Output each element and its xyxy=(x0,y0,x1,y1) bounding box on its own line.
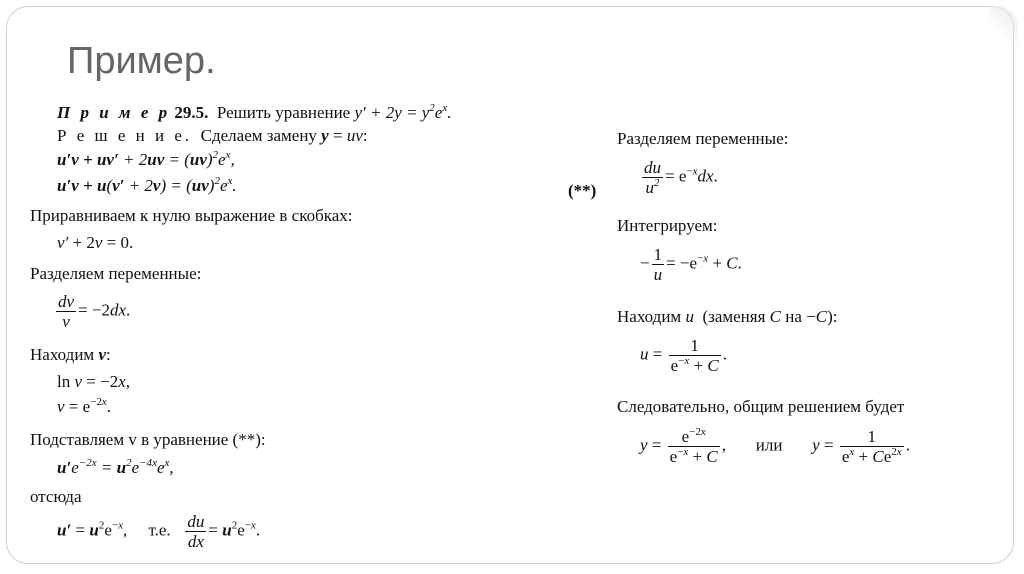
example-number: 29.5. xyxy=(174,103,209,122)
equation-3: v′ + 2v = 0. xyxy=(57,233,134,252)
solution-head: Р е ш е н и е. xyxy=(57,126,193,145)
equation-du: $\frac{du}{u^2}$ = $e^{-x}dx$. xyxy=(644,158,718,197)
equation-ln: ln v = −2x, xyxy=(57,372,131,391)
equation-integral: − $\frac{1}{u}$ = $-e^{-x} + C$. xyxy=(640,245,742,284)
find-v-text: Находим xyxy=(30,345,95,364)
find-v-line: Находим v: xyxy=(30,345,111,364)
ie-text: т.е. xyxy=(148,520,171,540)
find-u-line: Находим u (заменяя C на −C): xyxy=(617,307,838,326)
equation-marker: (**) xyxy=(568,181,597,200)
conclusion-text: Следовательно, общим решением будет xyxy=(617,397,905,416)
on-text: на xyxy=(785,307,802,326)
integrate-text: Интегрируем: xyxy=(617,216,718,235)
task-text: Решить уравнение xyxy=(216,103,351,122)
equation-subst: $u'e^{-2x} = u^2e^{-4x}e^x$, xyxy=(57,457,174,477)
equation-1: $u'v + uv' + 2uv = (uv)^2e^x$, xyxy=(57,149,235,169)
separate-text-left: Разделяем переменные: xyxy=(30,264,202,283)
slide-corner-decoration xyxy=(988,6,1018,46)
solution-line: Р е ш е н и е. Сделаем замену y = uv: xyxy=(57,126,368,145)
equation-u: u = $\frac{1}{e^{-x} + C}$ . xyxy=(640,336,727,375)
replacing-text: (заменяя xyxy=(702,307,766,326)
substitution-text: Сделаем замену xyxy=(200,126,317,145)
equation-dv: $\frac{dv}{v}$ = −2dx. xyxy=(58,292,131,331)
equation-v: $v = e^{-2x}$. xyxy=(57,396,112,416)
substitute-text: Подставляем v в уравнение (**): xyxy=(30,430,266,449)
find-u-text: Находим xyxy=(617,307,682,326)
equation-2: $u'v + u(v' + 2v) = (uv)^2e^x$. xyxy=(57,175,237,195)
slide-frame xyxy=(6,6,1014,564)
equate-text: Приравниваем к нулю выражение в скобках: xyxy=(30,206,353,225)
hence-text: отсюда xyxy=(30,487,82,506)
equation-final-left: $u' = u^2e^{-x}$, т.е. $\frac{du}{dx}$ = $u^2e^{-x}$. xyxy=(57,512,261,551)
slide-title: Пример. xyxy=(67,40,216,82)
example-head: П р и м е р xyxy=(57,103,171,122)
or-text: или xyxy=(755,435,783,455)
equation-general-solution: y = $\frac{e^{-2x}}{e^{-x} + C}$ , или y = $\frac{1}{e^x + Ce^{2x}}$ . xyxy=(640,426,910,466)
example-line: П р и м е р 29.5. Решить уравнение $y' + 2y = y^2e^x$. xyxy=(57,102,452,122)
separate-text-right: Разделяем переменные: xyxy=(617,129,789,148)
